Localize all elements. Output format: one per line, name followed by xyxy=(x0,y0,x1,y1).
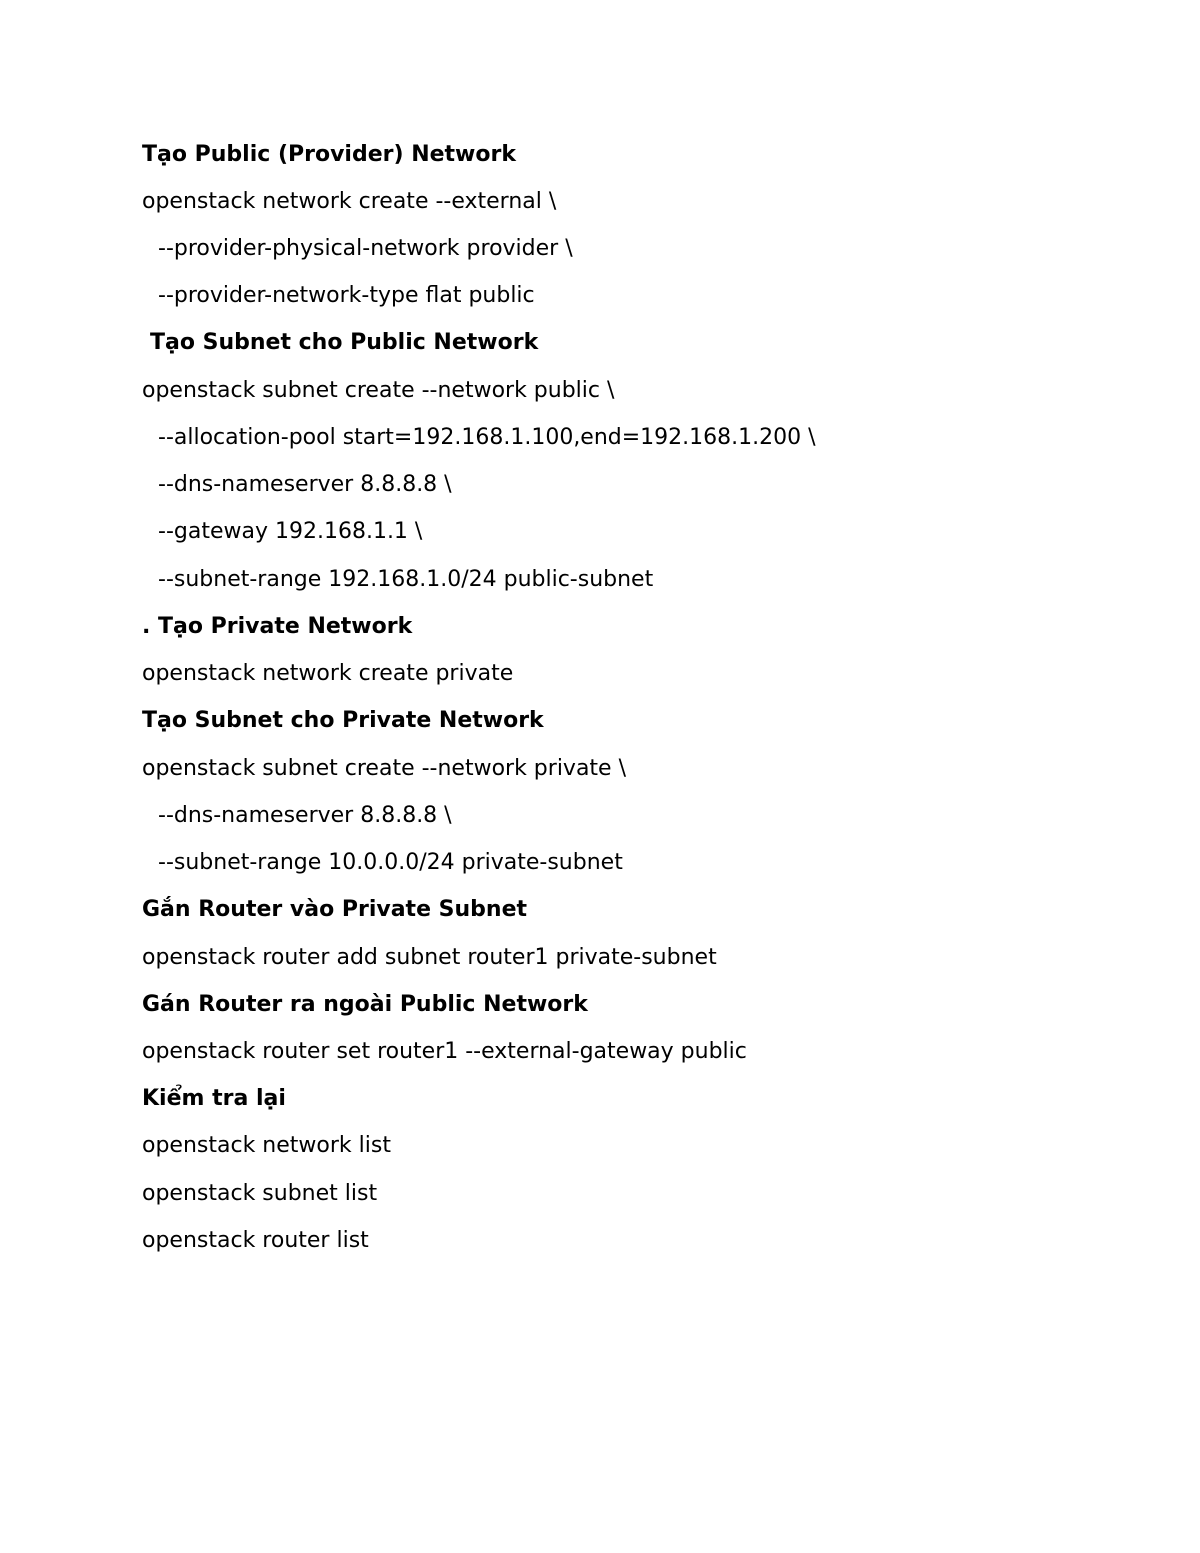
command-line: openstack router add subnet router1 private-subnet xyxy=(142,945,717,970)
command-line: --allocation-pool start=192.168.1.100,end=192.168.1.200 \ xyxy=(158,425,816,450)
command-line: --dns-nameserver 8.8.8.8 \ xyxy=(158,803,452,828)
command-line: openstack network list xyxy=(142,1133,391,1158)
command-line: --subnet-range 10.0.0.0/24 private-subnet xyxy=(158,850,623,875)
command-line: --provider-physical-network provider \ xyxy=(158,236,573,261)
command-line: --subnet-range 192.168.1.0/24 public-subnet xyxy=(158,567,654,592)
section-heading: Tạo Subnet cho Public Network xyxy=(150,330,539,355)
command-line: openstack router set router1 --external-gateway public xyxy=(142,1039,747,1064)
command-line: openstack subnet create --network public \ xyxy=(142,378,615,403)
command-line: openstack network create private xyxy=(142,661,514,686)
command-line: openstack subnet list xyxy=(142,1181,378,1206)
section-heading: Tạo Public (Provider) Network xyxy=(142,142,516,167)
section-heading: Kiểm tra lại xyxy=(142,1086,286,1111)
command-line: openstack subnet create --network private \ xyxy=(142,756,626,781)
section-heading: Gán Router ra ngoài Public Network xyxy=(142,992,588,1017)
section-heading: Gắn Router vào Private Subnet xyxy=(142,897,527,922)
command-line: openstack network create --external \ xyxy=(142,189,557,214)
command-line: --dns-nameserver 8.8.8.8 \ xyxy=(158,472,452,497)
command-line: --gateway 192.168.1.1 \ xyxy=(158,519,423,544)
command-line: --provider-network-type flat public xyxy=(158,283,535,308)
section-heading: . Tạo Private Network xyxy=(142,614,413,639)
section-heading: Tạo Subnet cho Private Network xyxy=(142,708,544,733)
command-line: openstack router list xyxy=(142,1228,369,1253)
